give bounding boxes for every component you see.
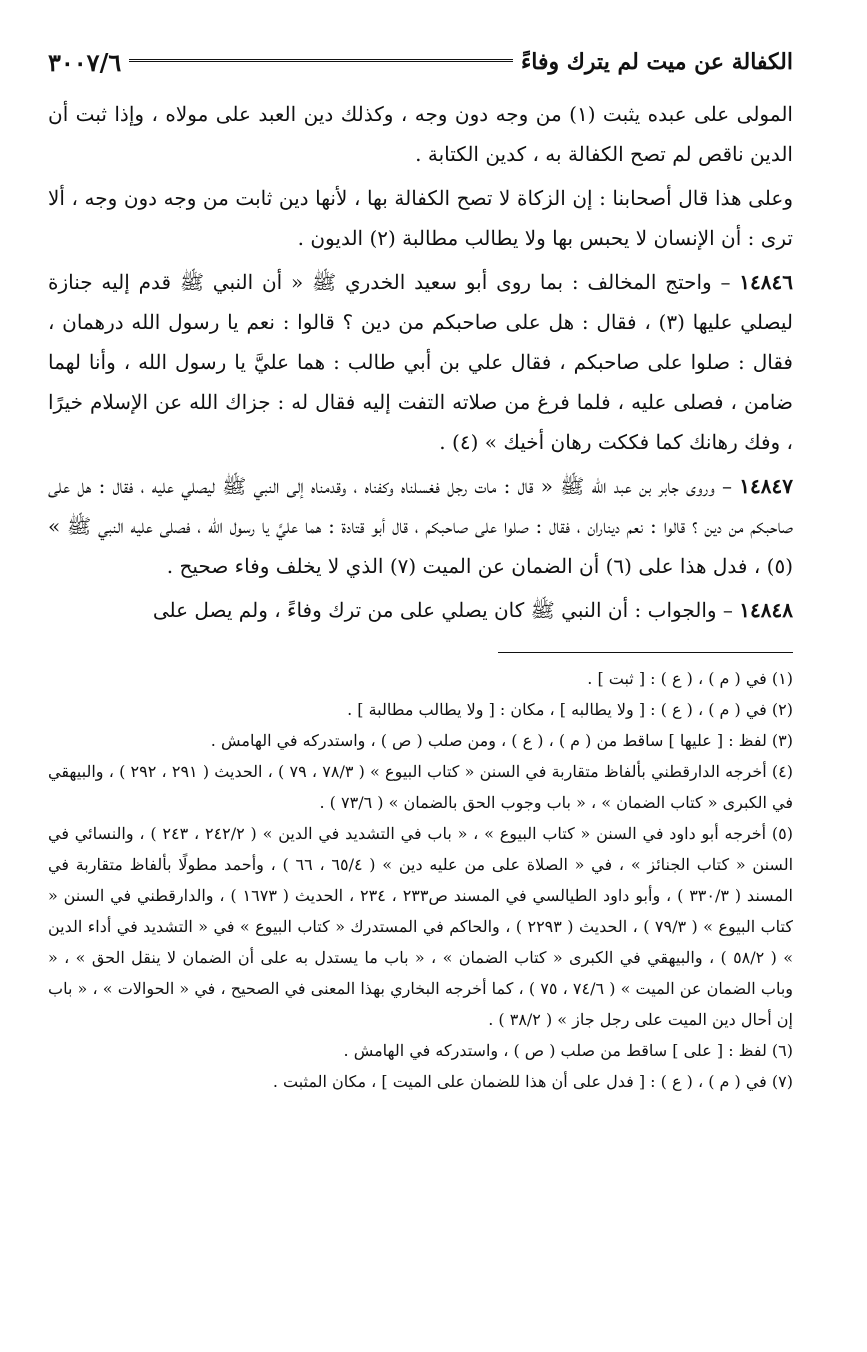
paragraph-text: – واحتج المخالف : بما روى أبو سعيد الخدري ﷺ « أن النبي ﷺ قدم إليه جنازة ليصلي عليها (٣) ، فقال : هل على صاحبكم من دين ؟ قالوا : نعم يا رسول الله درهمان ، فقال : صلوا على صاحبكم ، فقال علي بن أبي طالب : هما عليَّ يا رسول الله ، وأنا لهما ضامن ، فصلى عليه ، فلما فرغ من صلاته التفت إليه فقال له : جزاك الله عن الإسلام خيرًا ، وفك رهانك كما فككت رهان أخيك » (٤) . (48, 270, 793, 454)
chapter-title: الكفالة عن ميت لم يترك وفاءً (520, 49, 793, 75)
paragraph (48, 178, 793, 258)
paragraph (48, 94, 793, 174)
header-rule (129, 59, 513, 65)
footnote: (٣) لفظ : [ عليها ] ساقط من ( م ) ، ( ع ) ، ومن صلب ( ص ) ، واستدركه في الهامش . (210, 731, 793, 750)
footnote: (٧) في ( م ) ، ( ع ) : [ فدل على أن هذا للضمان على الميت ] ، مكان المثبت . (272, 1072, 793, 1091)
paragraph-text: – وروى جابر بن عبد الله ﷺ « قال : مات رجل فغسلناه وكفناه ، وقدمناه إلى النبي ﷺ ليصلي عليه ، فقال : هل على صاحبكم من دين ؟ قالوا : نعم ديناران ، فقال : صلوا على صاحبكم ، قال أبو قتادة : هما عليَّ يا رسول الله ، فصلى عليه النبي ﷺ » (٥) ، فدل هذا على (٦) أن الضمان عن الميت (٧) الذي لا يخلف وفاء صحيح . (48, 474, 793, 578)
running-header (48, 40, 793, 84)
footnote: (١) في ( م ) ، ( ع ) : [ ثبت ] . (587, 669, 793, 688)
issue-number: ١٤٨٤٨ (739, 598, 793, 622)
main-text (48, 94, 793, 630)
footnotes (48, 663, 793, 1097)
issue-number: ١٤٨٤٦ (739, 270, 794, 294)
footnote: (٤) أخرجه الدارقطني بألفاظ متقاربة في السنن « كتاب البيوع » ( ٧٨/٣ ، ٧٩ ) ، الحديث ( ٢٩١ ، ٢٩٢ ) ، والبيهقي في الكبرى « كتاب الضمان » ، « باب وجوب الحق بالضمان » ( ٧٣/٦ ) . (48, 762, 794, 812)
footnote-separator (498, 652, 793, 653)
paragraph (48, 466, 793, 586)
footnote: (٢) في ( م ) ، ( ع ) : [ ولا يطالبه ] ، مكان : [ ولا يطالب مطالبة ] . (347, 700, 793, 719)
footnote: (٦) لفظ : [ على ] ساقط من صلب ( ص ) ، واستدركه في الهامش . (343, 1041, 793, 1060)
paragraph (48, 590, 793, 630)
page-number: ٣٠٠٧/٦ (48, 47, 122, 77)
paragraph (48, 262, 793, 462)
issue-number: ١٤٨٤٧ (739, 474, 793, 498)
paragraph-text: وعلى هذا قال أصحابنا : إن الزكاة لا تصح الكفالة بها ، لأنها دين ثابت من وجه دون وجه ، ألا ترى : أن الإنسان لا يحبس بها ولا يطالب مطالبة (٢) الديون . (48, 186, 793, 250)
book-page (48, 40, 793, 1097)
paragraph-text: المولى على عبده يثبت (١) من وجه دون وجه ، وكذلك دين العبد على مولاه ، وإذا ثبت أن الدين ناقص لم تصح الكفالة به ، كدين الكتابة . (48, 102, 793, 166)
paragraph-text: – والجواب : أن النبي ﷺ كان يصلي على من ترك وفاءً ، ولم يصل على (152, 598, 733, 622)
footnote: (٥) أخرجه أبو داود في السنن « كتاب البيوع » ، « باب في التشديد في الدين » ( ٢٤٢/٢ ، ٢٤٣ ) ، والنسائي في السنن « كتاب الجنائز » ، في « الصلاة على من عليه دين » ( ٦٥/٤ ، ٦٦ ) ، وأحمد مطولًا بألفاظ متقاربة في المسند ( ٣٣٠/٣ ) ، وأبو داود الطيالسي في المسند ص٢٣٣ ، ٢٣٤ ، الحديث ( ١٦٧٣ ) ، والدارقطني في السنن « كتاب البيوع » ( ٧٩/٣ ) ، الحديث ( ٢٢٩٣ ) ، والحاكم في المستدرك « كتاب البيوع » في « التشديد في أداء الدين » ( ٥٨/٢ ) ، والبيهقي في الكبرى « كتاب الضمان » ، « باب ما يستدل به على أن الضمان لا ينقل الحق » ، « وباب الضمان عن الميت » ( ٧٤/٦ ، ٧٥ ) ، كما أخرجه البخاري بهذا المعنى في الصحيح ، في « الحوالات » ، « باب إن أحال دين الميت على رجل جاز » ( ٣٨/٢ ) . (48, 824, 794, 1029)
